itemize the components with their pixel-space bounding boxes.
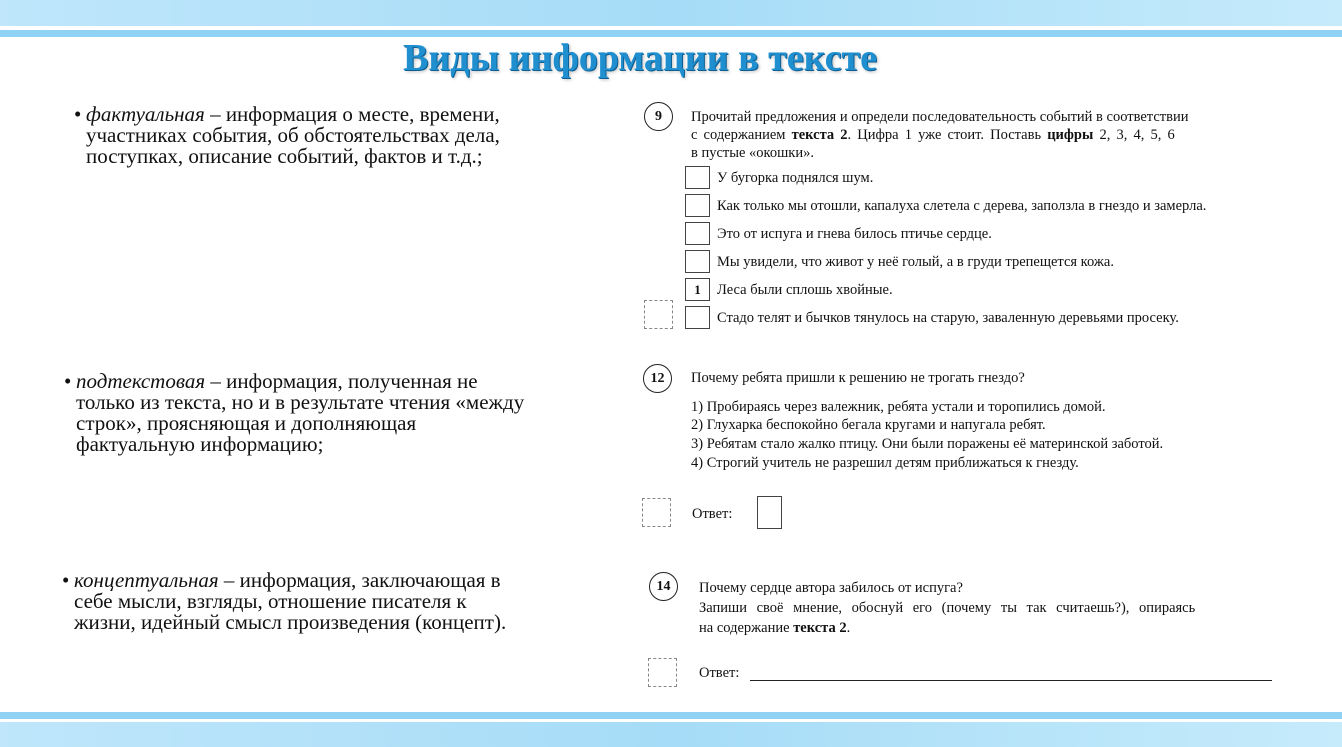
score-box bbox=[648, 658, 677, 687]
answer-box[interactable] bbox=[685, 222, 710, 245]
task-14-instruction-line-2: Запиши своё мнение, обоснуй его (почему ты так считаешь?), опираясь bbox=[699, 600, 1196, 616]
answer-option: 4) Строгий учитель не разрешил детям приближаться к гнезду. bbox=[691, 455, 1079, 471]
bullet-dot: • bbox=[62, 568, 70, 592]
answer-option: 2) Глухарка беспокойно бегала кругами и напугала ребят. bbox=[691, 417, 1046, 433]
score-box bbox=[644, 300, 673, 329]
sentence-item: Леса были сплошь хвойные. bbox=[717, 282, 893, 298]
answer-box[interactable] bbox=[685, 166, 710, 189]
task-number-9: 9 bbox=[644, 102, 673, 131]
answer-option: 3) Ребятам стало жалко птицу. Они были поражены её материнской заботой. bbox=[691, 436, 1164, 452]
sentence-item: У бугорка поднялся шум. bbox=[717, 170, 874, 186]
bullet-factual bbox=[74, 102, 606, 168]
top-band bbox=[0, 0, 1342, 26]
score-box bbox=[642, 498, 671, 527]
task-number-12: 12 bbox=[643, 364, 672, 393]
sentence-item: Это от испуга и гнева билось птичье сердце. bbox=[717, 226, 992, 242]
slide-title: Виды информации в тексте bbox=[403, 37, 877, 79]
task-14-question: Почему сердце автора забилось от испуга? bbox=[699, 580, 963, 596]
bullet-line: только из текста, но и в результате чтения «между bbox=[76, 390, 525, 414]
bullet-dot: • bbox=[74, 102, 82, 126]
bullet-line: поступках, описание событий, фактов и т.д.; bbox=[86, 144, 483, 168]
bullet-subtext bbox=[64, 369, 616, 456]
answer-box[interactable] bbox=[685, 306, 710, 329]
answer-box-filled: 1 bbox=[685, 278, 710, 301]
answer-label: Ответ: bbox=[692, 506, 733, 522]
task-9-instruction-line-3: в пустые «окошки». bbox=[691, 145, 814, 161]
bullet-line: себе мысли, взгляды, отношение писателя к bbox=[74, 589, 467, 613]
bullet-conceptual bbox=[62, 568, 614, 634]
answer-option: 1) Пробираясь через валежник, ребята устали и торопились домой. bbox=[691, 399, 1106, 415]
answer-box[interactable] bbox=[685, 250, 710, 273]
bullet-term: фактуальная bbox=[86, 102, 205, 126]
sentence-item: Мы увидели, что живот у неё голый, а в груди трепещется кожа. bbox=[717, 254, 1114, 270]
task-12-question: Почему ребята пришли к решению не трогать гнездо? bbox=[691, 370, 1025, 386]
bottom-band-line bbox=[0, 712, 1342, 719]
bullet-term: подтекстовая bbox=[76, 369, 206, 393]
answer-label: Ответ: bbox=[699, 665, 740, 681]
bullet-line: жизни, идейный смысл произведения (концепт). bbox=[74, 610, 507, 634]
sentence-item: Стадо телят и бычков тянулось на старую, заваленную деревьями просеку. bbox=[717, 310, 1179, 326]
bullet-line: – информация, заключающая в bbox=[223, 568, 501, 592]
answer-box[interactable] bbox=[757, 496, 782, 529]
task-number-14: 14 bbox=[649, 572, 678, 601]
sentence-item: Как только мы отошли, капалуха слетела с дерева, заползла в гнездо и замерла. bbox=[717, 198, 1207, 214]
bullet-line: фактуальную информацию; bbox=[76, 432, 324, 456]
task-9-instruction-line-1: Прочитай предложения и определи последовательность событий в соответствии bbox=[691, 109, 1189, 125]
task-14-instruction-line-3: на содержание текста 2. bbox=[699, 620, 851, 636]
bullet-line: участниках события, об обстоятельствах дела, bbox=[86, 123, 500, 147]
bullet-line: – информация о месте, времени, bbox=[210, 102, 500, 126]
answer-line[interactable] bbox=[750, 680, 1272, 681]
bullet-term: концептуальная bbox=[74, 568, 219, 592]
bullet-line: строк», проясняющая и дополняющая bbox=[76, 411, 417, 435]
task-9-instruction-line-2: с содержанием текста 2. Цифра 1 уже стоит. Поставь цифры 2, 3, 4, 5, 6 bbox=[691, 127, 1175, 143]
bottom-band bbox=[0, 722, 1342, 747]
bullet-dot: • bbox=[64, 369, 72, 393]
answer-box[interactable] bbox=[685, 194, 710, 217]
bullet-line: – информация, полученная не bbox=[210, 369, 478, 393]
